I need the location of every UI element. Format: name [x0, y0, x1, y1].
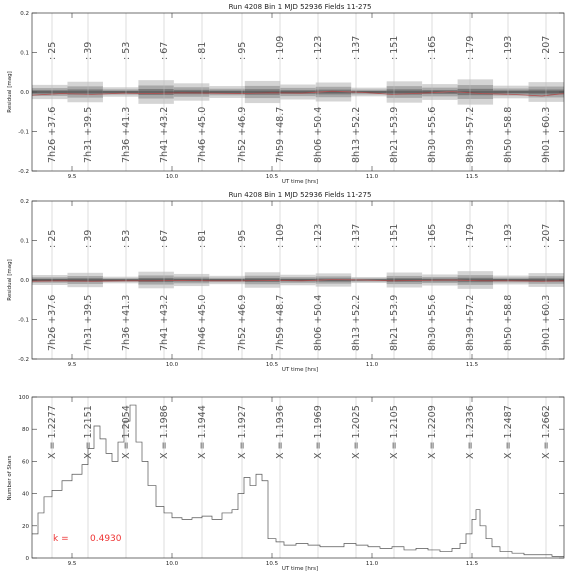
field-number-label: : 193: [503, 223, 514, 248]
airmass-label: X = 1.1927: [237, 405, 248, 459]
ra-dec-label: 7h36 +41.3: [121, 294, 132, 351]
airmass-label: X = 1.2662: [541, 405, 552, 459]
y-tick-label: 0.0: [20, 90, 29, 96]
field-number-label: : 39: [83, 229, 94, 248]
airmass-label: X = 1.2105: [389, 405, 400, 459]
histogram-panel: [7, 395, 564, 572]
airmass-label: X = 1.2151: [83, 405, 94, 459]
ra-dec-label: 9h01 +60.3: [541, 294, 552, 351]
field-number-label: : 151: [389, 35, 400, 60]
panel1-bands: [32, 79, 564, 104]
x-tick-label: 10.5: [265, 362, 279, 368]
y-tick-label: -0.1: [18, 317, 29, 324]
y-tick-label: 0: [25, 556, 29, 562]
field-number-label: : 67: [159, 229, 170, 248]
ra-dec-label: 8h06 +50.4: [313, 106, 324, 163]
k-label: k =: [53, 534, 69, 544]
x-tick-label: 10.0: [165, 174, 179, 180]
panel1-xlabel: UT time [hrs]: [281, 179, 319, 185]
ra-dec-label: 8h21 +53.9: [389, 106, 400, 163]
airmass-label: X = 1.1969: [313, 405, 324, 459]
airmass-label: X = 1.2487: [503, 405, 514, 459]
field-number-label: : 193: [503, 35, 514, 60]
field-number-label: : 95: [237, 229, 248, 248]
residual-panel-1: [7, 3, 564, 185]
field-number-label: : 151: [389, 223, 400, 248]
field-number-label: : 95: [237, 41, 248, 60]
ra-dec-label: 8h50 +58.8: [503, 294, 514, 351]
ra-dec-label: 7h59 +48.7: [275, 294, 286, 351]
ra-dec-label: 9h01 +60.3: [541, 106, 552, 163]
panel3-ylabel: Number of Stars: [7, 455, 13, 501]
airmass-label: X = 1.1986: [159, 405, 170, 459]
panel2-bands: [32, 271, 564, 289]
ra-dec-label: 8h13 +52.2: [351, 106, 362, 163]
y-tick-label: 0.2: [20, 199, 29, 205]
airmass-label: X = 1.1944: [197, 405, 208, 459]
y-tick-label: -0.2: [18, 169, 29, 175]
field-number-label: : 109: [275, 35, 286, 60]
x-tick-label: 10.5: [265, 174, 279, 180]
airmass-label: X = 1.2209: [427, 405, 438, 459]
ra-dec-label: 7h46 +45.0: [197, 294, 208, 351]
ra-dec-label: 8h39 +57.2: [465, 294, 476, 351]
panel2-ylabel: Residual [mag]: [7, 259, 13, 301]
ra-dec-label: 7h59 +48.7: [275, 106, 286, 163]
field-number-label: : 179: [465, 35, 476, 60]
y-tick-label: 80: [22, 427, 29, 434]
airmass-label: X = 1.2277: [47, 405, 58, 459]
field-number-label: : 81: [197, 229, 208, 248]
x-tick-label: 9.5: [67, 561, 77, 567]
airmass-label: X = 1.1936: [275, 405, 286, 459]
y-tick-label: 0.1: [20, 50, 29, 57]
x-tick-label: 11.0: [365, 362, 379, 368]
field-number-label: : 53: [121, 229, 132, 248]
field-number-label: : 207: [541, 223, 552, 248]
ra-dec-label: 7h26 +37.6: [47, 294, 58, 351]
field-number-label: : 67: [159, 41, 170, 60]
x-tick-label: 11.0: [365, 174, 379, 180]
ra-dec-label: 7h26 +37.6: [47, 106, 58, 163]
residual-panel-2: [7, 191, 564, 373]
field-number-label: : 165: [427, 223, 438, 248]
x-tick-label: 10.0: [165, 362, 179, 368]
y-tick-label: 60: [22, 459, 29, 466]
y-tick-label: 100: [18, 395, 29, 401]
x-tick-label: 11.5: [465, 362, 479, 368]
field-number-label: : 123: [313, 35, 324, 60]
y-tick-label: 0.1: [20, 238, 29, 245]
y-tick-label: 20: [22, 523, 29, 530]
field-number-label: : 81: [197, 41, 208, 60]
k-value: 0.4930: [90, 534, 122, 544]
y-tick-label: 0.0: [20, 278, 29, 284]
x-tick-label: 9.5: [67, 174, 77, 180]
x-tick-label: 11.0: [365, 561, 379, 567]
y-tick-label: -0.1: [18, 129, 29, 136]
panel2-title: Run 4208 Bin 1 MJD 52936 Fields 11-275: [228, 191, 372, 199]
field-number-label: : 123: [313, 223, 324, 248]
ra-dec-label: 7h41 +43.2: [159, 106, 170, 163]
panel3-xlabel: UT time [hrs]: [281, 566, 319, 572]
panel2-xlabel: UT time [hrs]: [281, 367, 319, 373]
airmass-label: X = 1.2025: [351, 405, 362, 459]
airmass-label: X = 1.2054: [121, 405, 132, 459]
ra-dec-label: 7h41 +43.2: [159, 294, 170, 351]
ra-dec-label: 8h13 +52.2: [351, 294, 362, 351]
ra-dec-label: 7h52 +46.9: [237, 294, 248, 351]
x-tick-label: 9.5: [67, 362, 77, 368]
field-number-label: : 109: [275, 223, 286, 248]
y-tick-label: 0.2: [20, 11, 29, 17]
panel1-title: Run 4208 Bin 1 MJD 52936 Fields 11-275: [228, 3, 372, 11]
y-tick-label: 40: [22, 491, 29, 498]
ra-dec-label: 7h36 +41.3: [121, 106, 132, 163]
field-number-label: : 25: [47, 229, 58, 248]
ra-dec-label: 7h52 +46.9: [237, 106, 248, 163]
y-tick-label: -0.2: [18, 357, 29, 363]
field-number-label: : 137: [351, 35, 362, 60]
ra-dec-label: 7h31 +39.5: [83, 294, 94, 351]
field-number-label: : 165: [427, 35, 438, 60]
x-tick-label: 10.5: [265, 561, 279, 567]
ra-dec-label: 8h39 +57.2: [465, 106, 476, 163]
ra-dec-label: 8h21 +53.9: [389, 294, 400, 351]
ra-dec-label: 7h46 +45.0: [197, 106, 208, 163]
field-number-label: : 137: [351, 223, 362, 248]
field-number-label: : 25: [47, 41, 58, 60]
panel1-ylabel: Residual [mag]: [7, 71, 13, 113]
field-number-label: : 39: [83, 41, 94, 60]
ra-dec-label: 8h30 +55.6: [427, 106, 438, 163]
x-tick-label: 11.5: [465, 561, 479, 567]
field-number-label: : 179: [465, 223, 476, 248]
panel3-labels: [47, 405, 552, 459]
airmass-label: X = 1.2336: [465, 405, 476, 459]
ra-dec-label: 8h30 +55.6: [427, 294, 438, 351]
x-tick-label: 11.5: [465, 174, 479, 180]
field-number-label: : 53: [121, 41, 132, 60]
field-number-label: : 207: [541, 35, 552, 60]
ra-dec-label: 7h31 +39.5: [83, 106, 94, 163]
ra-dec-label: 8h50 +58.8: [503, 106, 514, 163]
ra-dec-label: 8h06 +50.4: [313, 294, 324, 351]
x-tick-label: 10.0: [165, 561, 179, 567]
